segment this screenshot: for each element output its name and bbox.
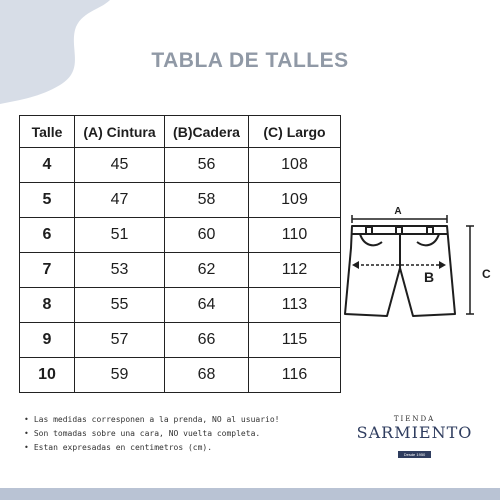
header-largo: (C) Largo (249, 116, 341, 148)
brand-logo (353, 415, 476, 461)
cell-talle: 7 (20, 253, 75, 288)
cell-largo: 113 (249, 288, 341, 323)
cell-cintura: 59 (75, 358, 165, 393)
table-header-row (20, 116, 341, 148)
label-a: A (394, 206, 402, 217)
cell-largo: 108 (249, 148, 341, 183)
cell-cintura: 51 (75, 218, 165, 253)
cell-cadera: 64 (165, 288, 249, 323)
cell-largo: 116 (249, 358, 341, 393)
page-title: TABLA DE TALLES (151, 49, 349, 72)
cell-talle: 9 (20, 323, 75, 358)
shorts-measurement-diagram (340, 200, 500, 330)
arrow-right-icon (439, 261, 446, 269)
table-row (20, 183, 341, 218)
cell-talle: 5 (20, 183, 75, 218)
cell-cadera: 66 (165, 323, 249, 358)
cell-cadera: 58 (165, 183, 249, 218)
cell-cintura: 47 (75, 183, 165, 218)
cell-cadera: 62 (165, 253, 249, 288)
table-row (20, 218, 341, 253)
cell-talle: 10 (20, 358, 75, 393)
note-item: • Estan expresadas en centimetros (cm). (24, 441, 279, 455)
cell-cadera: 68 (165, 358, 249, 393)
size-table (19, 115, 341, 393)
brand-top-text: TIENDA (393, 415, 436, 423)
bottom-band (0, 488, 500, 500)
shorts-icon (345, 226, 455, 316)
cell-cintura: 57 (75, 323, 165, 358)
label-c: C (482, 267, 491, 281)
measure-c-arrow (466, 226, 474, 314)
header-talle: Talle (20, 116, 75, 148)
brand-ribbon: Desde 1950 (398, 451, 432, 458)
brand-name: SARMIENTO (356, 423, 473, 442)
header-cintura: (A) Cintura (75, 116, 165, 148)
cell-talle: 6 (20, 218, 75, 253)
label-b: B (424, 269, 435, 285)
notes-list (24, 413, 279, 455)
cell-cintura: 55 (75, 288, 165, 323)
cell-talle: 4 (20, 148, 75, 183)
cell-talle: 8 (20, 288, 75, 323)
cell-cadera: 56 (165, 148, 249, 183)
cell-largo: 109 (249, 183, 341, 218)
cell-cadera: 60 (165, 218, 249, 253)
cell-cintura: 45 (75, 148, 165, 183)
cell-largo: 115 (249, 323, 341, 358)
table-row (20, 148, 341, 183)
note-item: • Son tomadas sobre una cara, NO vuelta completa. (24, 427, 279, 441)
table-row (20, 358, 341, 393)
table-row (20, 323, 341, 358)
cell-cintura: 53 (75, 253, 165, 288)
header-cadera: (B)Cadera (165, 116, 249, 148)
note-item: • Las medidas corresponen a la prenda, NO al usuario! (24, 413, 279, 427)
cell-largo: 110 (249, 218, 341, 253)
table-row (20, 288, 341, 323)
cell-largo: 112 (249, 253, 341, 288)
arrow-left-icon (352, 261, 359, 269)
table-row (20, 253, 341, 288)
